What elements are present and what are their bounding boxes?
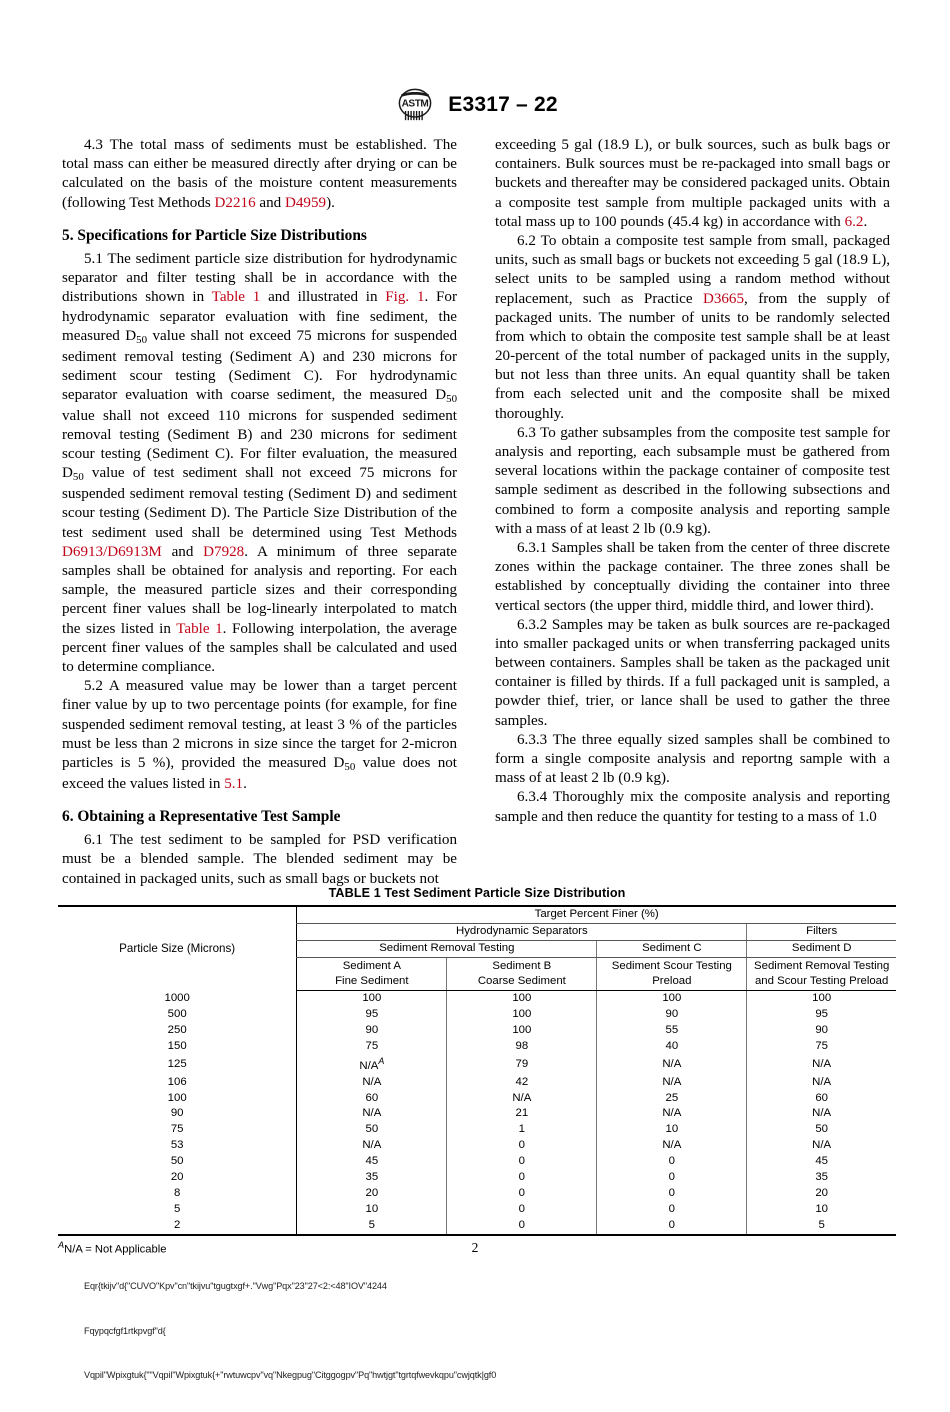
cell-particle-size: 2 — [58, 1218, 297, 1235]
cell-sediment-c: 10 — [597, 1122, 747, 1138]
cell-sediment-c: N/A — [597, 1106, 747, 1122]
paragraph-6-2-a: 6.2 To obtain a composite test sample from small, packaged units, such as small bags or buckets not exceeding 5 gal (18.9 L), select units to be sampled using a random method without replacement, such as Practice — [495, 232, 890, 307]
table-row — [58, 1091, 896, 1107]
xref-fig-1[interactable]: Fig. 1 — [385, 289, 425, 306]
table-1-head — [58, 906, 896, 991]
cell-sediment-d: 75 — [747, 1039, 896, 1055]
cell-particle-size: 90 — [170, 1107, 184, 1120]
table-row — [58, 1186, 896, 1202]
cell-sediment-a: N/A — [297, 1075, 447, 1091]
cell-particle-size: 100 — [167, 1091, 187, 1104]
table-row — [58, 1218, 896, 1235]
footnote-marker-a: A — [58, 1239, 65, 1250]
table-row — [58, 1170, 896, 1186]
cell-sediment-b: 100 — [447, 1007, 597, 1023]
cell-sediment-b: 21 — [447, 1106, 597, 1122]
cell-sediment-b: 0 — [447, 1138, 597, 1154]
cell-sediment-d: 60 — [747, 1091, 896, 1107]
cell-sediment-b: 100 — [447, 991, 597, 1007]
table-row — [58, 1202, 896, 1218]
xref-table-1[interactable]: Table 1 — [211, 289, 261, 306]
cell-particle-size: 150 — [167, 1040, 187, 1052]
paragraph-5-2-a: 5.2 A measured value may be lower than a target percent finer value by up to two percentage points (for example, for fine suspended sediment removal testing, at least 3 % of the particles must be less than 2 microns in size since the target for 2-micron particles is 5 %), provided the measured D — [62, 678, 457, 771]
col-header-sediment-d-desc1: Sediment Removal Testing — [754, 959, 890, 972]
paragraph-5-2-c: . — [243, 775, 247, 792]
cell-particle-size: 50 — [170, 1155, 184, 1168]
paragraph-6-3: 6.3 To gather subsamples from the composite test sample for analysis and reporting, each subsample must be gathered from several locations within the package container of composite test sample sediment as described in the following subsections and combined to form a composite analysis and reporting sample with a mass of at least 2 lb (0.9 kg). — [495, 424, 890, 537]
paragraph-6-1-continued — [495, 136, 890, 232]
svg-text:ASTM: ASTM — [401, 98, 429, 110]
cell-particle-size: 53 — [170, 1139, 184, 1152]
cell-sediment-d: 95 — [747, 1007, 896, 1023]
paragraph-6-3-2: 6.3.2 Samples may be taken as bulk sources are re-packaged into smaller packaged units or when transferring packaged units between containers. Samples shall be taken as the packaged unit container is filled by thirds. If a full packaged unit is sampled, a powder thief, trier, or lance shall be used to gather the three samples. — [495, 616, 890, 729]
cell-sediment-d: N/A — [747, 1055, 896, 1075]
cell-sediment-a: 20 — [297, 1186, 447, 1202]
document-header — [0, 88, 950, 122]
cell-sediment-c: N/A — [597, 1055, 747, 1075]
paragraph-6-2-b: , from the supply of packaged units. The number of units to be randomly selected from which to obtain the composite test sample shall be at least 20-percent of the total number of packaged units in the supply, but not less than three units. An equal quantity shall be taken from each selected unit and the composite shall be mixed thoroughly. — [495, 290, 890, 422]
document-designation: E3317 – 22 — [448, 92, 558, 116]
col-header-sediment-a-name: Sediment A — [342, 959, 401, 972]
subscript-50-a: 50 — [136, 333, 148, 346]
cell-sediment-c: 25 — [597, 1091, 747, 1107]
cell-sediment-b: 0 — [447, 1154, 597, 1170]
paragraph-5-2 — [62, 677, 457, 794]
cell-sediment-b: 1 — [447, 1122, 597, 1138]
watermark-line-1: Eqr{tkijv"d{"CUVO"Kpv"cn"tkijvu"tgugtxgf+."Vwg"Pqx"23"27<2:<48"IOV"4244 — [84, 1281, 387, 1292]
col-header-sediment-removal-testing: Sediment Removal Testing — [297, 940, 597, 957]
xref-d3665[interactable]: D3665 — [702, 290, 745, 307]
cell-sediment-a: N/A — [297, 1138, 447, 1154]
heading-section-6: 6. Obtaining a Representative Test Sample — [62, 807, 341, 825]
cell-sediment-a: 90 — [297, 1023, 447, 1039]
table-header-row-spanner — [58, 906, 896, 923]
paragraph-4-3-text: 4.3 The total mass of sediments must be established. The total mass can either be measured directly after drying or can be calculated on the basis of the moisture content measurements (following Test Methods — [62, 137, 457, 211]
cell-sediment-d: 10 — [747, 1202, 896, 1218]
cell-sediment-c: 55 — [597, 1023, 747, 1039]
paragraph-5-1-d: value shall not exceed 75 microns for suspended sediment removal testing (Sediment A) and 230 microns for sediment scour testing (Sediment C). For hydrodynamic separator evaluation with coarse sediment, the measured D — [62, 327, 457, 403]
paragraph-6-1: 6.1 The test sediment to be sampled for PSD verification must be a blended sample. The blended sediment may be contained in packaged units, such as small bags or buckets not — [62, 832, 457, 887]
paragraph-6-2 — [495, 232, 890, 424]
right-column — [495, 136, 890, 889]
watermark-line-2: Fqypqcfgf1rtkpvgf"d{ — [84, 1325, 166, 1336]
col-header-sediment-d-desc — [747, 957, 896, 991]
paragraph-5-1-a: 5.1 The sediment particle size distribution for hydrodynamic separator and filter testing shall be in accordance with the distributions shown in — [62, 251, 457, 306]
cell-sediment-c: 0 — [597, 1186, 747, 1202]
table-row — [58, 1039, 896, 1055]
xref-6-2[interactable]: 6.2 — [844, 213, 864, 230]
table-1-body — [58, 991, 896, 1235]
paragraph-5-1-b: and illustrated in — [260, 289, 386, 306]
xref-d6913[interactable]: D6913/D6913M — [62, 543, 162, 560]
cell-sediment-c: 0 — [597, 1218, 747, 1235]
paragraph-4-3-end: ). — [326, 194, 335, 211]
cell-sediment-c: 90 — [597, 1007, 747, 1023]
cell-sediment-b: 0 — [447, 1218, 597, 1235]
cell-particle-size: 250 — [167, 1024, 187, 1037]
cell-sediment-d: 100 — [747, 991, 896, 1007]
xref-table-1-second[interactable]: Table 1 — [176, 620, 223, 637]
table-row — [58, 1154, 896, 1170]
table-row — [58, 1075, 896, 1091]
cell-sediment-b: 0 — [447, 1170, 597, 1186]
col-header-sediment-b-name: Sediment B — [492, 959, 552, 972]
cell-sediment-d: N/A — [747, 1138, 896, 1154]
cell-sediment-c: 0 — [597, 1170, 747, 1186]
cell-sediment-b: 100 — [447, 1023, 597, 1039]
cell-sediment-a: 5 — [297, 1218, 447, 1235]
col-header-sediment-c-desc — [597, 957, 747, 991]
table-row — [58, 1138, 896, 1154]
paragraph-5-1-e: value shall not exceed 110 microns for suspended sediment removal testing (Sediment B) and 230 microns for sediment scour testing (Sediment C). For filter evaluation, the measured D — [62, 407, 457, 482]
cell-sediment-b: 98 — [447, 1039, 597, 1055]
cell-particle-size: 5 — [173, 1202, 181, 1215]
cell-sediment-d: N/A — [747, 1075, 896, 1091]
paragraph-4-3-mid: and — [255, 194, 285, 211]
paragraph-5-1-c: . For hydrodynamic separator evaluation with fine sediment, the measured D — [62, 289, 458, 344]
left-column — [62, 136, 457, 889]
subscript-50-b: 50 — [446, 393, 457, 406]
col-header-sediment-c-desc2: Preload — [652, 975, 692, 987]
cell-sediment-c: N/A — [597, 1075, 747, 1091]
cell-sediment-b: 79 — [447, 1055, 597, 1075]
paragraph-5-1-h: . A minimum of three separate samples shall be obtained for analysis and reporting. For each sample, the measured particle sizes and their corresponding percent finer values shall be log-linearly interpolated to match the sizes listed in — [62, 543, 457, 637]
paragraph-6-1-cont-a: exceeding 5 gal (18.9 L), or bulk sources, such as bulk bags or containers. Bulk sources must be re-packaged into small bags or buckets and thereafter may be considered packaged units. Obtain a composite test sample from multiple packaged units with a total mass up to 100 pounds (45.4 kg) in accordance with — [495, 137, 890, 230]
cell-sediment-d: 5 — [747, 1218, 896, 1235]
cell-sediment-a: 100 — [297, 991, 447, 1007]
cell-sediment-c: 40 — [597, 1039, 747, 1055]
col-header-filters: Filters — [747, 923, 896, 940]
col-header-hydrodynamic-separators: Hydrodynamic Separators — [297, 923, 747, 940]
table-row — [58, 1007, 896, 1023]
cell-particle-size: 75 — [170, 1123, 184, 1136]
cell-sediment-c: 0 — [597, 1154, 747, 1170]
xref-d4959[interactable]: D4959 — [284, 194, 327, 211]
cell-sediment-d: 50 — [747, 1122, 896, 1138]
heading-section-5: 5. Specifications for Particle Size Distributions — [62, 226, 367, 244]
paragraph-4-3 — [62, 136, 457, 213]
footnote-text: N/A = Not Applicable — [64, 1243, 167, 1256]
table-row — [58, 991, 896, 1007]
col-header-sediment-c: Sediment C — [597, 940, 747, 957]
table-1-title: TABLE 1 Test Sediment Particle Size Distribution — [328, 886, 626, 900]
table-row — [58, 1023, 896, 1039]
cell-particle-size: 125 — [167, 1057, 187, 1070]
cell-sediment-d: 90 — [747, 1023, 896, 1039]
cell-sediment-a: 35 — [297, 1170, 447, 1186]
table-1 — [58, 905, 896, 1236]
xref-d2216[interactable]: D2216 — [214, 194, 256, 211]
cell-sediment-b: 0 — [447, 1202, 597, 1218]
cell-sediment-d: N/A — [747, 1106, 896, 1122]
table-1-container — [58, 886, 896, 1255]
cell-sediment-b: 0 — [447, 1186, 597, 1202]
col-header-sediment-c-desc1: Sediment Scour Testing — [611, 959, 732, 972]
cell-sediment-d: 35 — [747, 1170, 896, 1186]
cell-particle-size: 8 — [173, 1186, 181, 1199]
cell-sediment-d: 45 — [747, 1154, 896, 1170]
xref-5-1[interactable]: 5.1 — [224, 775, 244, 792]
col-header-sediment-d: Sediment D — [747, 940, 896, 957]
copyright-watermark — [84, 1250, 724, 1412]
page-number: 2 — [471, 1240, 479, 1255]
cell-sediment-a: 50 — [297, 1122, 447, 1138]
table-row — [58, 1055, 896, 1075]
cell-sediment-a: 95 — [297, 1007, 447, 1023]
astm-logo-icon — [392, 88, 438, 122]
col-header-target-percent-finer: Target Percent Finer (%) — [297, 906, 896, 923]
cell-particle-size: 20 — [170, 1171, 184, 1184]
paragraph-6-3-1: 6.3.1 Samples shall be taken from the center of three discrete zones within the package container. The three zones shall be established by conceptually dividing the container into three vertical sectors (the upper third, middle third, and lower third). — [495, 539, 890, 614]
paragraph-5-2-b: value does not exceed the values listed in — [62, 754, 457, 792]
xref-d7928[interactable]: D7928 — [203, 543, 245, 560]
paragraph-6-3-4: 6.3.4 Thoroughly mix the composite analysis and reporting sample and then reduce the quantity for testing to a mass of 1.0 — [495, 789, 890, 825]
cell-sediment-d: 20 — [747, 1186, 896, 1202]
col-header-particle-size: Particle Size (Microns) — [58, 906, 297, 991]
cell-particle-size: 106 — [167, 1075, 187, 1088]
cell-sediment-c: N/A — [597, 1138, 747, 1154]
cell-sediment-a: 45 — [297, 1154, 447, 1170]
cell-sediment-c: 0 — [597, 1202, 747, 1218]
col-header-sediment-d-desc2: and Scour Testing Preload — [754, 975, 889, 987]
paragraph-5-1-g: and — [161, 543, 204, 560]
cell-sediment-a: N/A$^A$ — [297, 1055, 447, 1075]
two-column-body — [62, 136, 890, 889]
col-header-sediment-b-desc: Coarse Sediment — [477, 975, 566, 987]
cell-sediment-a: 10 — [297, 1202, 447, 1218]
watermark-line-3: Vqpil"Wpixgtuk{""Vqpil"Wpixgtuk{+"rwtuwcpv"vq"Nkegpug"Citggogpv"Pq"hwtjgt"tgrtqfwevkqpu"cwjqtk|gf0 — [84, 1369, 497, 1380]
cell-sediment-b: N/A — [447, 1091, 597, 1107]
table-row — [58, 1106, 896, 1122]
cell-particle-size: 500 — [167, 1008, 187, 1021]
col-header-sediment-a — [297, 957, 447, 991]
col-header-sediment-a-desc: Fine Sediment — [335, 975, 409, 987]
paragraph-6-1-cont-b: . — [863, 213, 868, 230]
col-header-sediment-b — [447, 957, 597, 991]
cell-particle-size: 1000 — [164, 992, 190, 1005]
subscript-50-c: 50 — [72, 471, 84, 484]
table-row — [58, 1122, 896, 1138]
cell-sediment-a: N/A — [297, 1106, 447, 1122]
paragraph-6-3-3: 6.3.3 The three equally sized samples shall be combined to form a single composite analysis and reportng sample with a mass of at least 2 lb (0.9 kg). — [495, 731, 890, 787]
subscript-50-d: 50 — [344, 760, 356, 773]
cell-sediment-c: 100 — [597, 991, 747, 1007]
footnote-ref-a: A — [378, 1055, 385, 1066]
cell-sediment-a: 60 — [297, 1091, 447, 1107]
paragraph-5-1-i: . Following interpolation, the average percent finer values of the samples shall be calculated and used to determine compliance. — [62, 620, 458, 675]
paragraph-5-1 — [62, 250, 457, 677]
paragraph-5-1-f: value of test sediment shall not exceed 75 microns for suspended sediment removal testing (Sediment D) and sediment scour testing (Sediment D). The Particle Size Distribution of the test sediment used shall be determined using Test Methods — [62, 465, 457, 541]
cell-sediment-a: 75 — [297, 1039, 447, 1055]
cell-sediment-b: 42 — [447, 1075, 597, 1091]
